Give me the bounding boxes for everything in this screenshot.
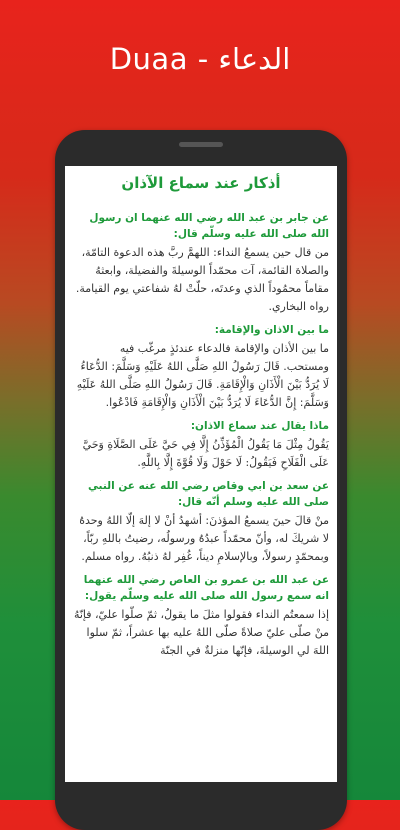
section-1 <box>73 210 329 316</box>
promo-title: Duaa - الدعاء <box>109 42 291 76</box>
section-heading: ما بين الاذان والإقامة: <box>214 324 329 336</box>
phone-speaker <box>179 142 223 147</box>
section-5 <box>73 572 329 660</box>
content-list[interactable] <box>65 200 337 660</box>
section-text: إذا سمعتُم النداء فقولوا مثلَ ما يقولُ، ثمّ صلّوا عليّ، فإنّهُ منْ صلّى عليّ صلاةً صلّى اللهُ عليه بها عشراً، ثمّ سلوا اللهَ لي الوسيلةَ، فإنّها منزلةٌ في الجنّة <box>73 608 329 657</box>
section-heading: عن عبد الله بن عمرو بن العاص رضي الله عنهما انه سمع رسول الله صلى الله عليه وسلّم يقول: <box>83 574 329 602</box>
section-heading: عن سعد بن ابي وقاص رضي الله عنه عن النبي صلى الله عليه وسلم أنّه قال: <box>87 480 329 508</box>
section-text: ما بين الأذان والإقامة فالدعاء عندئذٍ مرغّب فيه ومستحب. قَالَ رَسُولُ اللهِ صَلَّى اللهُ عَلَيْهِ وَسَلَّمَ: الدُّعَاءُ لَا يُرَدُّ بَيْنَ الْأَذَانِ وَالْإِقَامَةِ. قَالَ رَسُولُ اللهِ صَلَّى اللهُ عَلَيْهِ وَسَلَّمَ: إِنَّ الدُّعَاءَ لَا يُرَدُّ بَيْنَ الْأَذَانِ وَالْإِقَامَةِ فَادْعُوا. <box>76 342 329 409</box>
screen-title: أذكار عند سماع الآذان <box>121 174 281 192</box>
section-text: من قال حين يسمعُ النداء: اللهمَّ ربَّ هذه الدعوة التامّة، والصلاة القائمة، آت محمّداً الوسيلةَ والفضيلة، وابعثهُ مقاماً محمُوداً الذي وعدتَه، حلّتْ لهُ شفاعتي يوم القيامة. رواه البخاري. <box>75 246 329 313</box>
section-2 <box>73 322 329 412</box>
section-heading: عن جابر بن عبد الله رضي الله عنهما ان رسول الله صلى الله عليه وسلّم قال: <box>89 212 329 240</box>
app-screen <box>65 166 337 782</box>
section-text: منْ قالَ حينَ يسمعُ المؤذنَ: أشهدُ أنْ لا إلهَ إلّا اللهُ وحدهُ لا شريكَ له، وأنّ محمّداً عبدُهُ ورسولُه، رضيتُ باللهِ ربّاً، وبمحمّدٍ رسولاً، وبالإسلامِ ديناً، غُفِر لهُ ذنبُهُ. رواه مسلم. <box>79 514 329 563</box>
section-text: يَقُولُ مِثْلَ مَا يَقُولُ الْمُؤَذِّنُ إِلَّا فِي حَيَّ عَلَى الصَّلَاةِ وَحَيَّ عَلَى الْفَلَاحِ فَيَقُولُ: لَا حَوْلَ وَلَا قُوَّةَ إِلَّا بِاللَّهِ. <box>82 438 329 469</box>
section-heading: ماذا يقال عند سماع الاذان: <box>190 420 329 432</box>
section-4 <box>73 478 329 566</box>
section-3 <box>73 418 329 472</box>
